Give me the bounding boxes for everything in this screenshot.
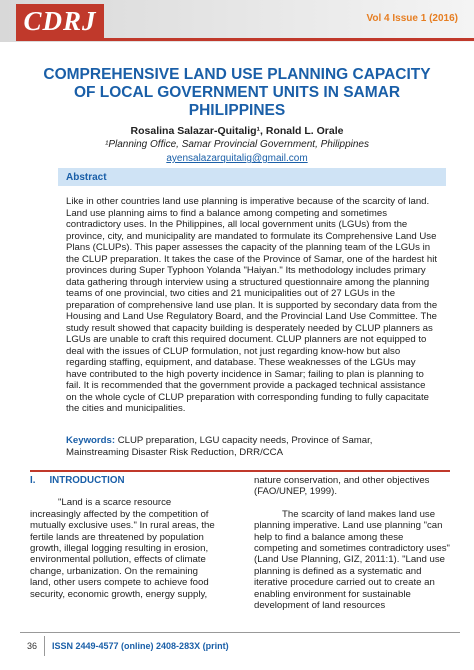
right-column — [254, 475, 450, 611]
header-stripe — [16, 38, 474, 41]
author-affiliation: ¹Planning Office, Samar Provincial Government, Philippines — [104, 139, 369, 150]
intro-heading — [30, 475, 220, 486]
keywords-label: Keywords: — [66, 435, 116, 446]
footer-rule — [20, 632, 460, 633]
intro-title: INTRODUCTION — [49, 475, 125, 486]
abstract-heading-band — [58, 168, 446, 186]
left-column — [30, 475, 220, 600]
footer-issn: ISSN 2449-4577 (online) 2408-283X (print) — [52, 641, 229, 651]
volume-issue: Vol 4 Issue 1 (2016) — [366, 13, 458, 24]
keywords — [66, 435, 438, 458]
intro-right-paragraph-1: nature conservation, and other objectives (FAO/UNEP, 1999). — [254, 475, 430, 498]
intro-left-paragraph: "Land is a scarce resource increasingly affected by the competition of mutually exclusive uses." In rural areas, the fertile lands are threatened by population growth, illegal logging resulting in erosion, environmental pollution, effects of climate change, urbanization. On the remaining land, other users compete to achieve food security, economic growth, energy supply, — [30, 497, 215, 600]
intro-right-paragraph-2: The scarcity of land makes land use planning imperative. Land use planning "can help to find a balance among these competing and sometimes contradictory uses" (Land Use Planning, GIZ, 2011:1). "Land use planning is defined as a systematic and iterative procedure carried out to create an enabling environment for sustainable development of land resources — [254, 508, 450, 612]
abstract-text: Like in other countries land use planning is imperative because of the scarcity of land. Land use planning aims to find a balance among competing and sometimes contradictory uses. In the Philippines, all local government units (LGUs) from the province, city, and municipality are mandated to formulate its Comprehensive Land Use Plans (CLUPs). This paper assesses the capacity of the planning team of the LGUs in the CLUP preparation. It takes the case of the Province of Samar, one of the hardest hit provinces during Super Typhoon Yolanda "Haiyan." Its methodology includes primary data gathering through interview using a structured questionnaire among the planning teams of one provincial, two cities and 21 municipalities out of 27 LGUs in the preparation of comprehensive land use plan. It is supported by secondary data from the Housing and Land Use Regulatory Board, and the Provincial Land Use Committee. The study result showed that capacity building is desperately needed by CLUP planners as LGUs are unable to craft this required document. CLUP planners are not equipped to deal with the issues of CLUP formulation, not just regarding know-how but also regarding staffing, equipment, and database. These weaknesses of the LGUs may have contributed to the high poverty incidence in Samar; failing to plan is planning to fail. It is recommended that the government provide a packaged technical assistance on the whole cycle of CLUP preparation with corresponding funding to fully capacitate the cities and municipalities. — [66, 196, 438, 414]
journal-logo: CDRJ — [16, 4, 104, 38]
abstract-heading: Abstract — [66, 172, 107, 183]
article-authors: Rosalina Salazar-Quitalig¹, Ronald L. Orale — [130, 125, 344, 137]
intro-number: I. — [30, 475, 36, 486]
page-number: 36 — [20, 636, 45, 656]
section-divider — [30, 470, 450, 472]
article-title: COMPREHENSIVE LAND USE PLANNING CAPACITY OF LOCAL GOVERNMENT UNITS IN SAMAR PHILIPPINES — [43, 66, 431, 119]
keywords-text: CLUP preparation, LGU capacity needs, Province of Samar, Mainstreaming Disaster Risk Reduction, DRR/CCA — [66, 435, 373, 458]
author-email-link[interactable]: ayensalazarquitalig@gmail.com — [166, 153, 308, 164]
